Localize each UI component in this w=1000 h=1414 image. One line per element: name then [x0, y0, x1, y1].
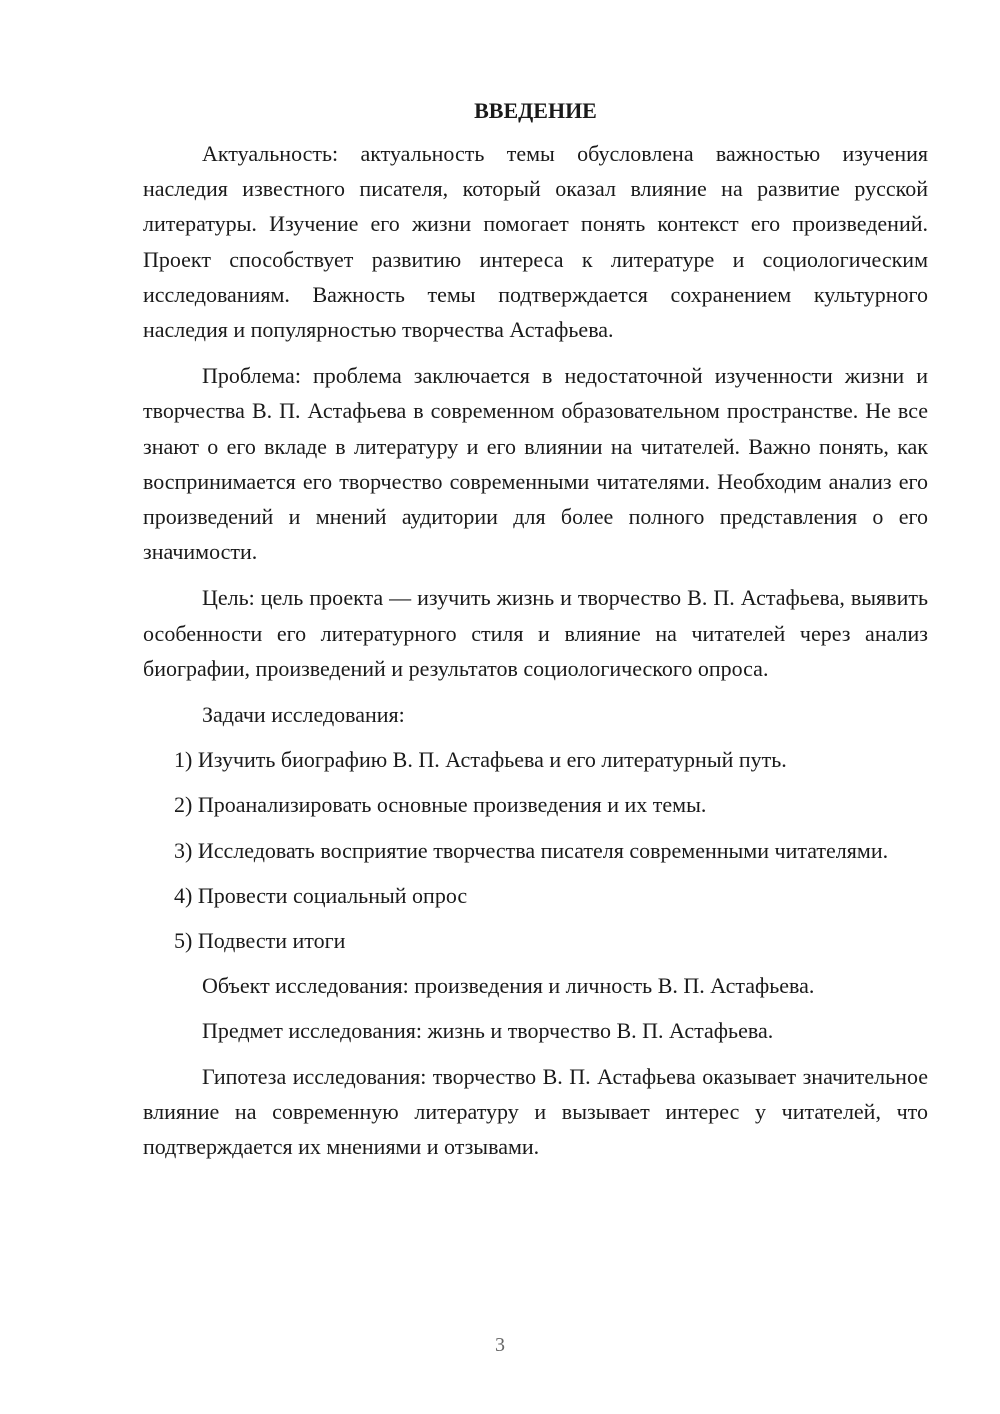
- task-item: 4) Провести социальный опрос: [174, 882, 468, 908]
- task-item: 1) Изучить биографию В. П. Астафьева и его литературный путь.: [174, 747, 787, 773]
- task-item: 3) Исследовать восприятие творчества писателя современными читателями.: [174, 837, 889, 863]
- relevance-paragraph: Актуальность: актуальность темы обусловлена важностью изучения наследия известного писателя, который оказал влияние на развитие русской литературы. Изучение его жизни помогает понять контекст его произведений. Проект способствует развитию интереса к литературе и социологическим исследованиям. Важность темы подтверждается сохранением культурного наследия и популярностью творчества Астафьева.: [143, 141, 928, 343]
- hypothesis-paragraph: Гипотеза исследования: творчество В. П. Астафьева оказывает значительное влияние на современную литературу и вызывает интерес у читателей, что подтверждается их мнениями и отзывами.: [143, 1063, 928, 1160]
- goal-paragraph: Цель: цель проекта — изучить жизнь и творчество В. П. Астафьева, выявить особенности его литературного стиля и влияние на читателей через анализ биографии, произведений и результатов социологического опроса.: [143, 585, 928, 681]
- tasks-heading: Задачи исследования:: [202, 702, 405, 728]
- page-content: [143, 96, 928, 1175]
- problem-paragraph: Проблема: проблема заключается в недостаточной изученности жизни и творчества В. П. Астафьева в современном образовательном пространстве. Не все знают о его вкладе в литературу и его влиянии на читателей. Важно понять, как воспринимается его творчество современными читателями. Необходим анализ его произведений и мнений аудитории для более полного представления о его значимости.: [143, 363, 928, 565]
- task-item: 5) Подвести итоги: [174, 928, 346, 954]
- research-object: Объект исследования: произведения и личность В. П. Астафьева.: [202, 973, 815, 999]
- page-title: ВВЕДЕНИЕ: [474, 98, 597, 123]
- research-subject: Предмет исследования: жизнь и творчество В. П. Астафьева.: [202, 1018, 774, 1044]
- page-number: 3: [495, 1334, 505, 1356]
- task-item: 2) Проанализировать основные произведения и их темы.: [174, 792, 707, 818]
